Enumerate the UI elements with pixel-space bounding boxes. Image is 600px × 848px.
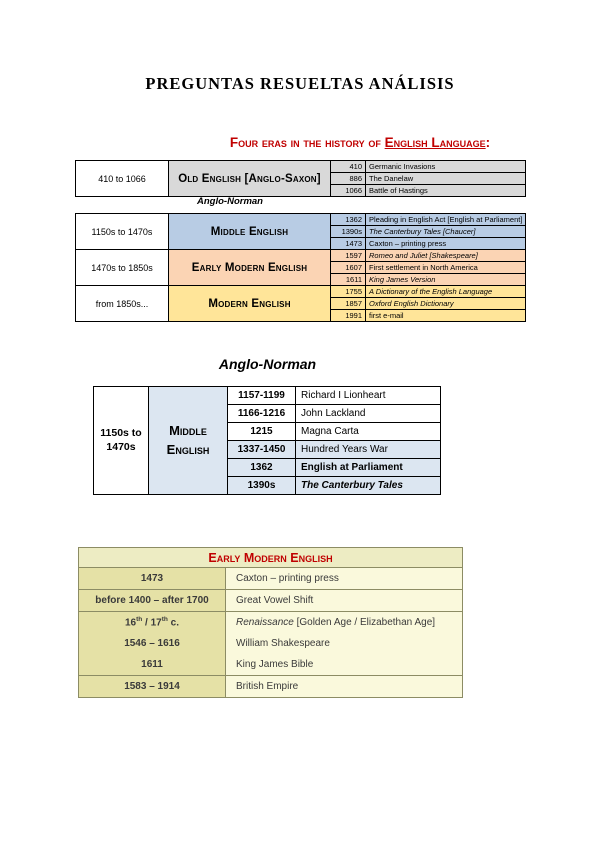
table-row: [76, 250, 526, 262]
event-text: Oxford English Dictionary: [366, 298, 526, 310]
event-years: 1215: [228, 423, 296, 441]
event-year: 1755: [331, 286, 366, 298]
event-text: Caxton – printing press: [366, 238, 526, 250]
event-text: King James Version: [366, 274, 526, 286]
event-year: 886: [331, 173, 366, 185]
era-range: from 1850s...: [76, 286, 169, 322]
event-year: 1991: [331, 310, 366, 322]
event-year: 1473: [331, 238, 366, 250]
event-text: A Dictionary of the English Language: [366, 286, 526, 298]
event-text: Magna Carta: [296, 423, 441, 441]
event-text: Romeo and Juliet [Shakespeare]: [366, 250, 526, 262]
event-italic-part: Renaissance: [236, 617, 294, 628]
event-year: 1607: [331, 262, 366, 274]
middle-english-detail-table: [93, 386, 441, 495]
event-rest: [Golden Age / Elizabethan Age]: [293, 617, 436, 628]
event-text: Hundred Years War: [296, 441, 441, 459]
event-year: 1390s: [331, 226, 366, 238]
event-cell: British Empire: [226, 676, 463, 698]
date-cell: [79, 612, 226, 634]
date-part: 16: [125, 617, 137, 629]
event-year: 1066: [331, 185, 366, 197]
event-year: 1362: [331, 214, 366, 226]
anglo-norman-label: Anglo-Norman: [197, 196, 263, 207]
event-text: Richard I Lionheart: [296, 387, 441, 405]
event-text: Battle of Hastings: [366, 185, 526, 197]
event-cell: [226, 612, 463, 634]
event-years: 1166-1216: [228, 405, 296, 423]
event-text: Pleading in English Act [English at Parliament]: [366, 214, 526, 226]
table-row: [79, 676, 463, 698]
table-row: [79, 612, 463, 634]
table-row: [79, 568, 463, 590]
event-text: Germanic Invasions: [366, 161, 526, 173]
table-row: [79, 590, 463, 612]
table-row: [76, 161, 526, 173]
era-range: 1150s to 1470s: [76, 214, 169, 250]
event-text: English at Parliament: [296, 459, 441, 477]
table-row: [79, 633, 463, 654]
date-cell: before 1400 – after 1700: [79, 590, 226, 612]
table-row: [79, 654, 463, 676]
heading-prefix: Four eras in the history of: [229, 135, 385, 150]
event-text: The Canterbury Tales [Chaucer]: [366, 226, 526, 238]
date-cell: 1611: [79, 654, 226, 676]
heading-colon: :: [485, 135, 491, 150]
date-cell: 1546 – 1616: [79, 633, 226, 654]
date-cell: 1583 – 1914: [79, 676, 226, 698]
event-years: 1362: [228, 459, 296, 477]
era-name: Old English [Anglo-Saxon]: [169, 161, 331, 197]
era-name: Early Modern English: [169, 250, 331, 286]
event-cell: Great Vowel Shift: [226, 590, 463, 612]
old-english-era-table: [75, 160, 526, 197]
heading-underlined-text: English Language: [384, 135, 486, 150]
era-range: 1470s to 1850s: [76, 250, 169, 286]
era-name: Modern English: [169, 286, 331, 322]
table-title: Early Modern English: [79, 548, 463, 568]
era-name: Middle English: [149, 387, 228, 495]
event-year: 410: [331, 161, 366, 173]
event-cell: William Shakespeare: [226, 633, 463, 654]
event-year: 1857: [331, 298, 366, 310]
event-years: 1390s: [228, 477, 296, 495]
event-years: 1157-1199: [228, 387, 296, 405]
era-range: 1150s to 1470s: [94, 387, 149, 495]
later-eras-table: [75, 213, 526, 322]
era-range: 410 to 1066: [76, 161, 169, 197]
date-cell: 1473: [79, 568, 226, 590]
anglo-norman-heading: Anglo-Norman: [218, 356, 317, 372]
date-ordinal: th: [136, 616, 143, 624]
event-cell: Caxton – printing press: [226, 568, 463, 590]
era-name: Middle English: [169, 214, 331, 250]
event-years: 1337-1450: [228, 441, 296, 459]
early-modern-detail-table: [78, 547, 463, 698]
date-ordinal: th: [161, 616, 168, 624]
table-header-row: [79, 548, 463, 568]
page-title: PREGUNTAS RESUELTAS ANÁLISIS: [145, 74, 455, 93]
event-year: 1597: [331, 250, 366, 262]
event-cell: King James Bible: [226, 654, 463, 676]
date-part: c.: [167, 617, 179, 629]
event-year: 1611: [331, 274, 366, 286]
event-text: First settlement in North America: [366, 262, 526, 274]
table-row: [76, 286, 526, 298]
date-part: / 17: [142, 617, 162, 629]
event-text: The Danelaw: [366, 173, 526, 185]
section-heading-four-eras: [120, 135, 600, 150]
table-row: [94, 387, 441, 405]
table-row: [76, 214, 526, 226]
event-text: John Lackland: [296, 405, 441, 423]
event-text: first e-mail: [366, 310, 526, 322]
event-text: The Canterbury Tales: [296, 477, 441, 495]
